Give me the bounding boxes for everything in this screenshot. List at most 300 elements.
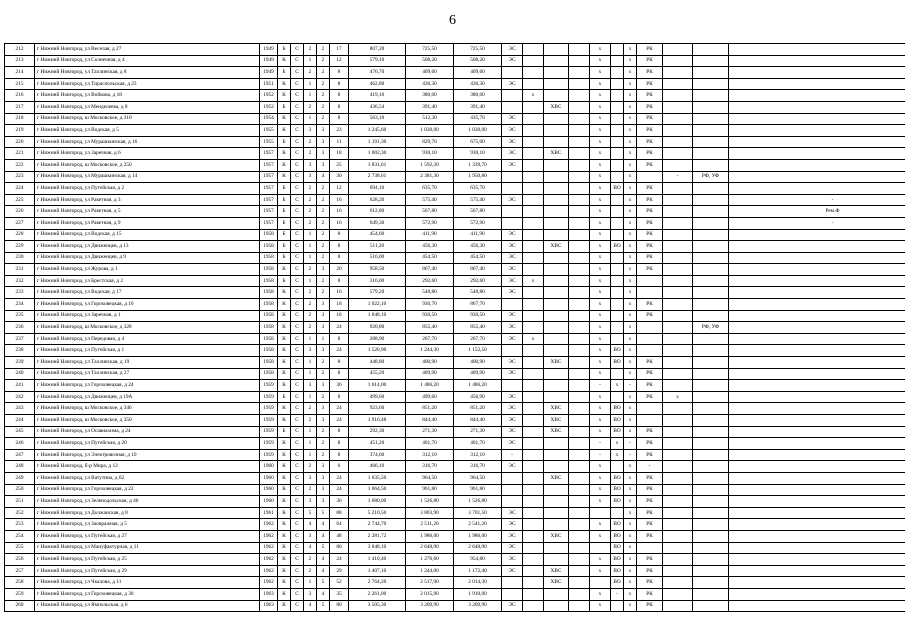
table-cell <box>544 391 569 403</box>
table-cell: 409,60 <box>454 67 502 79</box>
table-cell <box>663 403 693 415</box>
table-cell: 649,30 <box>349 217 406 229</box>
table-cell: 1949 <box>260 44 278 56</box>
table-cell: 462,80 <box>349 78 406 90</box>
table-cell: х <box>611 438 624 450</box>
address-cell: г Нижний Новгород, ул Путейская, д 27 <box>35 530 260 542</box>
table-cell: 455,20 <box>349 368 406 380</box>
table-cell <box>693 90 729 102</box>
table-cell <box>544 345 569 357</box>
table-row <box>5 55 905 67</box>
table-cell <box>523 171 544 183</box>
table-cell <box>729 252 905 264</box>
table-cell: - <box>590 380 611 392</box>
table-row <box>5 90 905 102</box>
table-cell <box>523 101 544 113</box>
table-cell <box>523 565 544 577</box>
table-cell: 451,20 <box>349 438 406 450</box>
table-cell: 575,40 <box>406 194 454 206</box>
table-cell: С <box>291 449 304 461</box>
row-number-cell: 216 <box>5 90 35 102</box>
table-cell <box>693 206 729 218</box>
table-cell: РК <box>637 438 663 450</box>
row-number-cell: 260 <box>5 600 35 612</box>
row-number-cell: 229 <box>5 241 35 253</box>
table-cell <box>502 171 523 183</box>
table-cell: 3 <box>304 380 317 392</box>
table-row <box>5 496 905 508</box>
table-cell: 508,20 <box>454 55 502 67</box>
address-cell: г Нижний Новгород, ул Передовая, д 4 <box>35 333 260 345</box>
table-cell <box>729 588 905 600</box>
address-cell: г Нижний Новгород, ул Заречная, д 1 <box>35 310 260 322</box>
table-cell: ЭС <box>502 194 523 206</box>
table-cell <box>544 588 569 600</box>
row-number-cell: 239 <box>5 357 35 369</box>
table-cell <box>569 252 590 264</box>
table-cell: К <box>278 113 291 125</box>
table-cell: 1959 <box>260 449 278 461</box>
table-cell: 844,40 <box>406 415 454 427</box>
table-row <box>5 264 905 276</box>
table-cell: 29 <box>330 565 349 577</box>
table-cell: 694,10 <box>349 183 406 195</box>
table-cell <box>729 333 905 345</box>
table-cell <box>663 600 693 612</box>
row-number-cell: 217 <box>5 101 35 113</box>
table-cell: 1 410,40 <box>349 554 406 566</box>
table-cell <box>663 136 693 148</box>
table-cell: ЭС <box>502 78 523 90</box>
table-cell: 2 648,90 <box>406 542 454 554</box>
table-cell <box>544 310 569 322</box>
table-cell: 4 <box>317 588 330 600</box>
address-cell: г Нижний Новгород, б-р Мира, д 12 <box>35 461 260 473</box>
table-cell: К <box>278 333 291 345</box>
table-cell <box>523 125 544 137</box>
address-cell: г Нижний Новгород, ул Мурашкинская, д 16 <box>35 136 260 148</box>
table-cell: К <box>278 368 291 380</box>
table-cell: 2 014,30 <box>454 577 502 589</box>
table-cell <box>663 194 693 206</box>
table-cell <box>693 275 729 287</box>
table-cell <box>502 345 523 357</box>
row-number-cell: 230 <box>5 252 35 264</box>
table-cell: РК <box>637 530 663 542</box>
table-row <box>5 554 905 566</box>
table-row <box>5 357 905 369</box>
table-cell: 8 <box>330 241 349 253</box>
address-cell: г Нижний Новгород, ул Журова, д 1 <box>35 264 260 276</box>
table-cell <box>569 565 590 577</box>
table-cell: 1960 <box>260 484 278 496</box>
table-cell: 1958 <box>260 287 278 299</box>
table-cell: 1959 <box>260 426 278 438</box>
table-cell: х <box>590 136 611 148</box>
table-cell <box>663 148 693 160</box>
table-cell: К <box>278 496 291 508</box>
table-cell: ХВС <box>544 403 569 415</box>
table-cell: 25 <box>330 159 349 171</box>
address-cell: г Нижний Новгород, ул Заречная, д 6 <box>35 148 260 160</box>
table-cell: ХВС <box>544 426 569 438</box>
table-cell <box>729 229 905 241</box>
table-cell: 8 <box>330 252 349 264</box>
table-cell <box>569 78 590 90</box>
table-cell <box>523 67 544 79</box>
table-cell <box>523 322 544 334</box>
table-cell: 3 <box>317 484 330 496</box>
table-cell <box>663 241 693 253</box>
table-cell <box>544 264 569 276</box>
table-cell: К <box>278 90 291 102</box>
table-cell: С <box>291 403 304 415</box>
table-cell <box>569 206 590 218</box>
table-cell: 628,20 <box>349 194 406 206</box>
table-cell <box>693 507 729 519</box>
table-cell <box>693 136 729 148</box>
table-cell: ЭС <box>502 530 523 542</box>
table-cell: - <box>729 217 905 229</box>
table-cell: ВО <box>611 183 624 195</box>
table-cell <box>663 345 693 357</box>
table-cell: 1 <box>304 113 317 125</box>
table-cell: 456,30 <box>454 241 502 253</box>
table-cell <box>569 55 590 67</box>
table-cell: 1 <box>304 55 317 67</box>
row-number-cell: 214 <box>5 67 35 79</box>
table-cell: К <box>278 530 291 542</box>
table-cell: 2 <box>317 449 330 461</box>
table-cell: ЭС <box>502 159 523 171</box>
table-cell <box>502 496 523 508</box>
table-cell: х <box>590 275 611 287</box>
table-cell: х <box>624 403 637 415</box>
table-cell <box>502 90 523 102</box>
table-cell: 1 030,00 <box>406 125 454 137</box>
table-cell: ЭС <box>502 241 523 253</box>
table-cell: 312,10 <box>454 449 502 461</box>
table-cell: 567,80 <box>406 206 454 218</box>
table-cell <box>663 206 693 218</box>
table-cell: х <box>590 310 611 322</box>
table-cell: РК <box>637 252 663 264</box>
table-cell: 1 680,00 <box>349 496 406 508</box>
table-cell <box>729 600 905 612</box>
table-cell: ХВС <box>544 357 569 369</box>
table-cell: х <box>590 44 611 56</box>
table-cell: 508,20 <box>406 55 454 67</box>
table-cell <box>523 44 544 56</box>
table-cell: 964,50 <box>454 472 502 484</box>
address-cell: г Нижний Новгород, ул Путейская, д 2 <box>35 183 260 195</box>
table-cell <box>663 588 693 600</box>
address-cell: г Нижний Новгород, ул Таллинская, д 8 <box>35 67 260 79</box>
table-cell: 411,90 <box>454 229 502 241</box>
address-cell: г Нижний Новгород, ул Зеленодольская, д 46 <box>35 496 260 508</box>
table-cell: х <box>590 90 611 102</box>
table-cell: 409,60 <box>406 67 454 79</box>
table-cell: К <box>278 472 291 484</box>
table-cell: х <box>624 426 637 438</box>
table-cell <box>523 577 544 589</box>
table-row <box>5 577 905 589</box>
table-cell: РК <box>637 67 663 79</box>
table-cell: х <box>590 472 611 484</box>
table-cell: 3 505,30 <box>349 600 406 612</box>
table-cell: 1 <box>304 229 317 241</box>
table-cell: К <box>278 357 291 369</box>
table-cell: ЭС <box>502 507 523 519</box>
table-cell: х <box>590 125 611 137</box>
table-cell: 2 261,00 <box>349 588 406 600</box>
table-row <box>5 322 905 334</box>
table-cell: 1957 <box>260 206 278 218</box>
table-cell: 930,10 <box>406 148 454 160</box>
table-cell: К <box>278 264 291 276</box>
table-cell <box>663 44 693 56</box>
table-cell <box>523 113 544 125</box>
table-row <box>5 449 905 461</box>
table-cell: К <box>278 287 291 299</box>
table-cell: - <box>624 438 637 450</box>
table-row <box>5 565 905 577</box>
table-cell: 2 <box>304 415 317 427</box>
table-cell <box>729 148 905 160</box>
table-cell <box>611 507 624 519</box>
table-cell: ВО <box>611 484 624 496</box>
table-cell: С <box>291 357 304 369</box>
table-cell <box>523 55 544 67</box>
table-cell: РК <box>637 391 663 403</box>
table-cell: 499,60 <box>406 391 454 403</box>
table-cell: 961,80 <box>454 484 502 496</box>
table-cell: 1957 <box>260 183 278 195</box>
table-cell <box>590 507 611 519</box>
table-cell: х <box>624 461 637 473</box>
table-cell: РК <box>637 206 663 218</box>
address-cell: г Нижний Новгород, ул Гороховецкая, д 16 <box>35 299 260 311</box>
table-cell: С <box>291 148 304 160</box>
table-cell: 829,70 <box>406 136 454 148</box>
table-cell: 2 <box>317 183 330 195</box>
table-cell: ЭС <box>502 148 523 160</box>
table-cell <box>693 472 729 484</box>
table-cell: 11 <box>330 136 349 148</box>
row-number-cell: 234 <box>5 299 35 311</box>
table-cell: ХВС <box>544 577 569 589</box>
table-cell: 1962 <box>260 542 278 554</box>
table-cell: 1 <box>304 426 317 438</box>
table-cell: 1 339,70 <box>454 159 502 171</box>
table-cell <box>663 101 693 113</box>
table-cell: 867,40 <box>406 264 454 276</box>
table-cell: 3 <box>304 588 317 600</box>
table-cell: х <box>624 229 637 241</box>
table-cell: х <box>590 345 611 357</box>
table-cell: С <box>291 101 304 113</box>
table-cell: х <box>624 577 637 589</box>
table-row <box>5 194 905 206</box>
table-cell: 930,70 <box>406 299 454 311</box>
table-cell: 2 <box>317 438 330 450</box>
table-cell: 3 <box>304 496 317 508</box>
table-cell: ВО <box>611 530 624 542</box>
table-cell: 1 <box>304 275 317 287</box>
table-cell: С <box>291 577 304 589</box>
table-cell: С <box>291 287 304 299</box>
table-cell: 1 244,30 <box>406 345 454 357</box>
address-cell: г Нижний Новгород, ул Гороховецкая, д 22 <box>35 484 260 496</box>
table-cell: 456,30 <box>406 241 454 253</box>
table-cell: Б <box>278 426 291 438</box>
table-cell <box>729 380 905 392</box>
table-cell: 391,40 <box>454 101 502 113</box>
table-cell: 1 022,10 <box>349 299 406 311</box>
table-cell <box>569 194 590 206</box>
table-cell <box>523 415 544 427</box>
table-cell: - <box>729 194 905 206</box>
table-cell <box>693 55 729 67</box>
table-cell: 1963 <box>260 600 278 612</box>
table-cell: 1959 <box>260 403 278 415</box>
table-cell: РК <box>637 484 663 496</box>
table-cell <box>663 380 693 392</box>
table-cell: 456,90 <box>454 391 502 403</box>
table-cell <box>544 194 569 206</box>
table-cell <box>523 229 544 241</box>
table-cell: 964,50 <box>406 472 454 484</box>
table-cell <box>663 159 693 171</box>
table-cell <box>523 461 544 473</box>
table-cell <box>663 217 693 229</box>
table-cell <box>569 588 590 600</box>
table-cell: 448,80 <box>349 357 406 369</box>
table-cell: К <box>278 542 291 554</box>
address-cell: г Нижний Новгород, ул Тираспольская, д 23 <box>35 78 260 90</box>
table-cell: 575,40 <box>454 194 502 206</box>
table-cell: С <box>291 438 304 450</box>
table-cell: 1 407,10 <box>349 565 406 577</box>
table-cell <box>663 299 693 311</box>
table-cell <box>502 472 523 484</box>
table-cell: 1 <box>304 252 317 264</box>
table-cell: 267,70 <box>406 333 454 345</box>
table-cell: 1 <box>304 577 317 589</box>
table-cell: х <box>590 403 611 415</box>
table-row <box>5 391 905 403</box>
table-cell: 18 <box>330 148 349 160</box>
table-cell <box>569 136 590 148</box>
table-cell: х <box>624 125 637 137</box>
table-cell: 5 <box>317 600 330 612</box>
table-cell: С <box>291 229 304 241</box>
table-cell: ХВС <box>544 241 569 253</box>
table-cell: х <box>523 275 544 287</box>
table-cell: 1958 <box>260 345 278 357</box>
table-cell <box>569 241 590 253</box>
table-cell: 563,10 <box>349 113 406 125</box>
table-cell: С <box>291 310 304 322</box>
address-cell: г Нижний Новгород, ул Должанская, д 8 <box>35 507 260 519</box>
table-cell <box>611 55 624 67</box>
table-cell: Б <box>278 217 291 229</box>
table-cell: 2 <box>317 44 330 56</box>
table-cell: 2 <box>304 565 317 577</box>
table-cell <box>502 67 523 79</box>
table-cell: х <box>624 391 637 403</box>
table-row <box>5 403 905 415</box>
table-row <box>5 542 905 554</box>
table-cell: 1958 <box>260 368 278 380</box>
table-cell <box>611 217 624 229</box>
table-cell <box>544 159 569 171</box>
table-cell <box>663 90 693 102</box>
table-cell: 2 <box>304 217 317 229</box>
table-cell: 16 <box>330 194 349 206</box>
table-cell <box>729 299 905 311</box>
table-cell <box>729 403 905 415</box>
table-cell: 1962 <box>260 565 278 577</box>
table-cell: 635,70 <box>406 183 454 195</box>
table-cell <box>569 148 590 160</box>
table-cell <box>663 426 693 438</box>
table-cell <box>523 438 544 450</box>
row-number-cell: 222 <box>5 159 35 171</box>
address-cell: г Нижний Новгород, ул Путейская, д 29 <box>35 565 260 577</box>
table-cell: Б <box>278 206 291 218</box>
table-cell <box>729 438 905 450</box>
table-cell: х <box>590 148 611 160</box>
address-cell: г Нижний Новгород, ул Чкалова, д 11 <box>35 577 260 589</box>
address-cell: г Нижний Новгород, ул Заовражная, д 5 <box>35 519 260 531</box>
table-cell: х <box>590 426 611 438</box>
table-cell <box>663 55 693 67</box>
table-cell <box>693 519 729 531</box>
table-cell: 2 <box>317 206 330 218</box>
table-cell <box>663 461 693 473</box>
table-cell <box>590 577 611 589</box>
table-cell: 36 <box>330 496 349 508</box>
table-cell: 1962 <box>260 519 278 531</box>
table-cell <box>569 125 590 137</box>
table-cell <box>729 264 905 276</box>
table-cell: 2 <box>304 310 317 322</box>
table-cell: 24 <box>330 322 349 334</box>
table-cell <box>569 159 590 171</box>
table-cell: ЭС <box>502 542 523 554</box>
table-cell: РК <box>637 449 663 461</box>
table-cell: - <box>590 438 611 450</box>
table-cell: - <box>663 171 693 183</box>
table-cell: 1957 <box>260 194 278 206</box>
table-cell <box>523 148 544 160</box>
table-cell <box>544 206 569 218</box>
table-cell: РК <box>637 507 663 519</box>
table-row <box>5 217 905 229</box>
table-cell: 844,40 <box>454 415 502 427</box>
table-cell: 2 <box>304 101 317 113</box>
table-cell: 2 <box>304 322 317 334</box>
table-cell: РК <box>637 55 663 67</box>
address-cell: г Нижний Новгород, ул Ямпольская, д 6 <box>35 600 260 612</box>
table-cell <box>729 484 905 496</box>
address-cell: г Нижний Новгород, ул Осавиахима, д 24 <box>35 426 260 438</box>
table-cell: 411,90 <box>406 229 454 241</box>
table-cell: 1949 <box>260 67 278 79</box>
table-cell: 1 526,80 <box>454 496 502 508</box>
table-cell: С <box>291 426 304 438</box>
